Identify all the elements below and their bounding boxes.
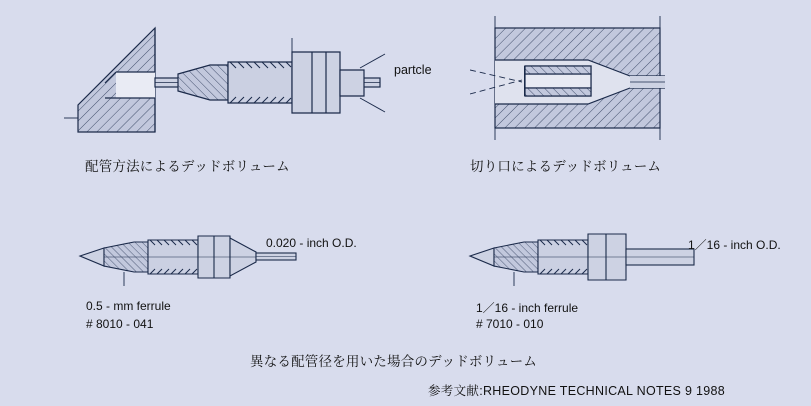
ferrule-label-right: 1／16 - inch ferrule xyxy=(476,301,579,315)
reference-note: 参考文献:RHEODYNE TECHNICAL NOTES 9 1988 xyxy=(428,384,725,398)
od-label-right: 1／16 - inch O.D. xyxy=(688,238,781,252)
diagram-top-right xyxy=(470,14,690,149)
figure-top-left xyxy=(60,10,390,150)
figure-bottom-left xyxy=(78,228,298,288)
bottom-caption: 異なる配管径を用いた場合のデッドボリューム xyxy=(250,354,538,369)
caption-top-right: 切り口によるデッドボリューム xyxy=(470,159,662,174)
diagram-bottom-right xyxy=(468,228,698,288)
part-number-right: # 7010 - 010 xyxy=(476,317,544,331)
diagram-top-left xyxy=(60,10,390,150)
figure-bottom-right xyxy=(468,228,698,288)
part-number-left: # 8010 - 041 xyxy=(86,317,154,331)
figure-top-right xyxy=(470,14,690,149)
caption-top-left: 配管方法によるデッドボリューム xyxy=(85,159,290,174)
particle-label: partcle xyxy=(394,63,432,77)
od-label-left: 0.020 - inch O.D. xyxy=(266,236,357,250)
diagram-bottom-left xyxy=(78,228,298,288)
ferrule-label-left: 0.5 - mm ferrule xyxy=(86,299,171,313)
